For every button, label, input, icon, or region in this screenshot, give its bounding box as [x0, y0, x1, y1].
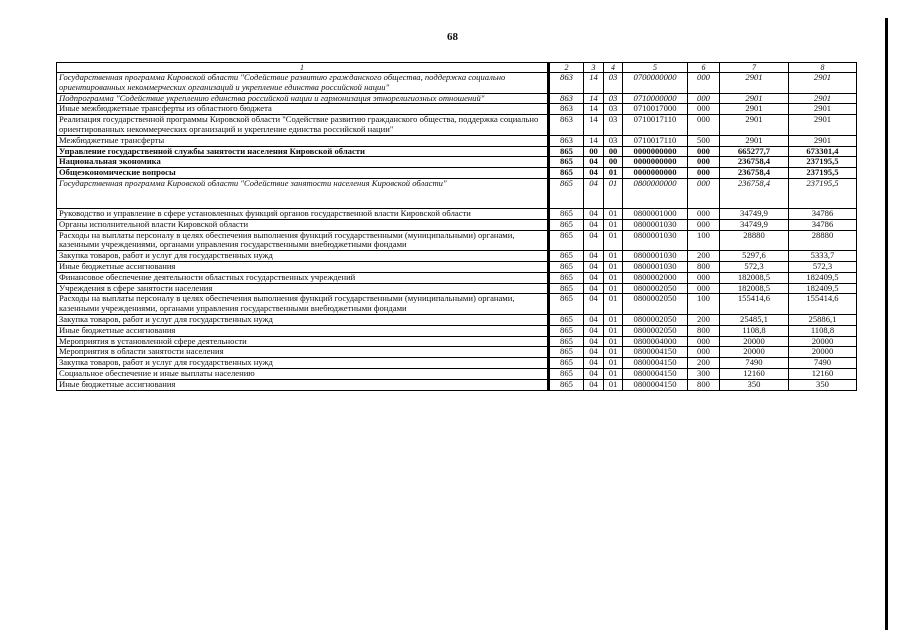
row-amount-year-2: 12160	[789, 368, 857, 379]
table-row	[57, 358, 857, 369]
row-name: Учреждения в сфере занятости населения	[57, 283, 549, 294]
row-target-article: 0710017000	[623, 104, 688, 115]
row-amount-year-1: 20000	[720, 336, 789, 347]
row-name: Межбюджетные трансферты	[57, 135, 549, 146]
row-target-article: 0800001030	[623, 230, 688, 251]
table-row	[57, 73, 857, 94]
row-section: 04	[584, 157, 604, 168]
row-target-article: 0800001030	[623, 261, 688, 272]
row-subsection: 01	[604, 230, 623, 251]
row-name: Закупка товаров, работ и услуг для государственных нужд	[57, 251, 549, 262]
row-subsection: 01	[604, 314, 623, 325]
row-ministry-code: 865	[549, 358, 584, 369]
row-amount-year-2: 237195,5	[789, 178, 857, 208]
row-target-article: 0800004000	[623, 336, 688, 347]
row-target-article: 0800002050	[623, 325, 688, 336]
row-amount-year-2: 350	[789, 379, 857, 390]
row-name: Национальная экономика	[57, 157, 549, 168]
row-amount-year-1: 2901	[720, 104, 789, 115]
header-col-1: 1	[57, 63, 549, 73]
row-amount-year-1: 182008,5	[720, 283, 789, 294]
row-expense-type: 200	[688, 251, 720, 262]
row-target-article: 0000000000	[623, 146, 688, 157]
row-amount-year-1: 2901	[720, 73, 789, 94]
row-ministry-code: 865	[549, 283, 584, 294]
row-target-article: 0800004150	[623, 358, 688, 369]
table-row	[57, 208, 857, 219]
row-subsection: 01	[604, 261, 623, 272]
row-ministry-code: 865	[549, 294, 584, 315]
row-target-article: 0000000000	[623, 157, 688, 168]
row-subsection: 03	[604, 73, 623, 94]
row-subsection: 01	[604, 347, 623, 358]
table-body	[57, 73, 857, 391]
row-amount-year-1: 350	[720, 379, 789, 390]
table-row	[57, 168, 857, 179]
row-subsection: 01	[604, 219, 623, 230]
row-name: Иные бюджетные ассигнования	[57, 379, 549, 390]
row-ministry-code: 863	[549, 135, 584, 146]
table-row	[57, 178, 857, 208]
header-col-4: 4	[604, 63, 623, 73]
table-row	[57, 294, 857, 315]
header-col-2: 2	[549, 63, 584, 73]
row-expense-type: 000	[688, 73, 720, 94]
row-ministry-code: 865	[549, 368, 584, 379]
row-expense-type: 000	[688, 157, 720, 168]
table-row	[57, 146, 857, 157]
row-section: 14	[584, 93, 604, 104]
row-amount-year-2: 7490	[789, 358, 857, 369]
row-section: 04	[584, 178, 604, 208]
row-ministry-code: 865	[549, 146, 584, 157]
row-amount-year-2: 20000	[789, 347, 857, 358]
row-section: 14	[584, 135, 604, 146]
row-expense-type: 000	[688, 115, 720, 136]
row-target-article: 0710000000	[623, 93, 688, 104]
row-section: 04	[584, 325, 604, 336]
row-expense-type: 800	[688, 261, 720, 272]
row-subsection: 01	[604, 208, 623, 219]
row-target-article: 0800002050	[623, 294, 688, 315]
row-section: 04	[584, 336, 604, 347]
row-amount-year-1: 20000	[720, 347, 789, 358]
header-col-8: 8	[789, 63, 857, 73]
row-amount-year-2: 25886,1	[789, 314, 857, 325]
row-expense-type: 000	[688, 272, 720, 283]
row-ministry-code: 865	[549, 336, 584, 347]
row-subsection: 03	[604, 135, 623, 146]
row-subsection: 00	[604, 157, 623, 168]
row-ministry-code: 865	[549, 208, 584, 219]
table-row	[57, 230, 857, 251]
row-target-article: 0800004150	[623, 368, 688, 379]
row-expense-type: 100	[688, 230, 720, 251]
row-ministry-code: 863	[549, 93, 584, 104]
row-amount-year-2: 2901	[789, 115, 857, 136]
row-expense-type: 800	[688, 379, 720, 390]
row-target-article: 0800002000	[623, 272, 688, 283]
row-target-article: 0800000000	[623, 178, 688, 208]
row-subsection: 01	[604, 336, 623, 347]
row-section: 04	[584, 168, 604, 179]
row-ministry-code: 865	[549, 251, 584, 262]
table-row	[57, 115, 857, 136]
row-amount-year-1: 25485,1	[720, 314, 789, 325]
table-row	[57, 219, 857, 230]
row-ministry-code: 863	[549, 115, 584, 136]
row-section: 04	[584, 347, 604, 358]
row-name: Подпрограмма "Содействие укреплению единства российской нации и гармонизация этнорелигиозных отношений"	[57, 93, 549, 104]
row-amount-year-1: 236758,4	[720, 168, 789, 179]
row-name: Управление государственной службы занятости населения Кировской области	[57, 146, 549, 157]
row-subsection: 01	[604, 294, 623, 315]
row-ministry-code: 865	[549, 178, 584, 208]
row-amount-year-1: 5297,6	[720, 251, 789, 262]
row-amount-year-1: 665277,7	[720, 146, 789, 157]
table-row	[57, 314, 857, 325]
row-amount-year-1: 7490	[720, 358, 789, 369]
row-target-article: 0800002050	[623, 314, 688, 325]
row-section: 14	[584, 104, 604, 115]
row-amount-year-1: 236758,4	[720, 157, 789, 168]
row-section: 04	[584, 230, 604, 251]
row-subsection: 01	[604, 178, 623, 208]
row-target-article: 0000000000	[623, 168, 688, 179]
table-header-row	[57, 63, 857, 73]
row-target-article: 0800002050	[623, 283, 688, 294]
row-amount-year-2: 5333,7	[789, 251, 857, 262]
row-amount-year-2: 2901	[789, 104, 857, 115]
row-ministry-code: 865	[549, 314, 584, 325]
row-amount-year-2: 237195,5	[789, 168, 857, 179]
row-amount-year-2: 20000	[789, 336, 857, 347]
row-expense-type: 000	[688, 208, 720, 219]
row-section: 04	[584, 368, 604, 379]
row-section: 04	[584, 208, 604, 219]
row-section: 04	[584, 251, 604, 262]
row-name: Государственная программа Кировской области "Содействие развитию гражданского общества, поддержка социально ориентированных некоммерческих организаций и укрепление единства российской нации"	[57, 73, 549, 94]
row-target-article: 0800001030	[623, 251, 688, 262]
row-subsection: 03	[604, 115, 623, 136]
row-ministry-code: 865	[549, 325, 584, 336]
table-row	[57, 283, 857, 294]
row-amount-year-2: 2901	[789, 73, 857, 94]
table-row	[57, 325, 857, 336]
row-subsection: 03	[604, 104, 623, 115]
table-row	[57, 104, 857, 115]
row-subsection: 01	[604, 251, 623, 262]
table-row	[57, 272, 857, 283]
row-amount-year-2: 28880	[789, 230, 857, 251]
row-expense-type: 000	[688, 336, 720, 347]
row-name: Социальное обеспечение и иные выплаты населению	[57, 368, 549, 379]
row-amount-year-1: 12160	[720, 368, 789, 379]
row-name: Мероприятия в области занятости населения	[57, 347, 549, 358]
row-subsection: 00	[604, 146, 623, 157]
row-target-article: 0800004150	[623, 347, 688, 358]
row-section: 04	[584, 283, 604, 294]
row-ministry-code: 865	[549, 261, 584, 272]
row-amount-year-1: 572,3	[720, 261, 789, 272]
row-target-article: 0710017110	[623, 135, 688, 146]
row-section: 04	[584, 219, 604, 230]
row-ministry-code: 865	[549, 272, 584, 283]
row-amount-year-1: 2901	[720, 115, 789, 136]
row-name: Реализация государственной программы Кировской области "Содействие развитию гражданского общества, поддержка социально ориентированных некоммерческих организаций и укрепление единства российской нации"	[57, 115, 549, 136]
row-amount-year-1: 2901	[720, 135, 789, 146]
row-amount-year-2: 182409,5	[789, 272, 857, 283]
row-expense-type: 000	[688, 283, 720, 294]
row-section: 04	[584, 272, 604, 283]
row-subsection: 01	[604, 272, 623, 283]
row-expense-type: 000	[688, 347, 720, 358]
row-amount-year-1: 34749,9	[720, 219, 789, 230]
row-ministry-code: 865	[549, 157, 584, 168]
row-target-article: 0710017110	[623, 115, 688, 136]
row-name: Расходы на выплаты персоналу в целях обеспечения выполнения функций государственными (муниципальными) органами, казенными учреждениями, органами управления государственными внебюджетными фондами	[57, 230, 549, 251]
row-ministry-code: 863	[549, 104, 584, 115]
row-amount-year-2: 155414,6	[789, 294, 857, 315]
row-subsection: 01	[604, 283, 623, 294]
table-row	[57, 261, 857, 272]
table-row	[57, 157, 857, 168]
row-name: Руководство и управление в сфере установленных функций органов государственной власти Кировской области	[57, 208, 549, 219]
row-subsection: 01	[604, 358, 623, 369]
table-row	[57, 251, 857, 262]
table-row	[57, 336, 857, 347]
row-name: Финансовое обеспечение деятельности областных государственных учреждений	[57, 272, 549, 283]
row-section: 04	[584, 358, 604, 369]
row-name: Иные бюджетные ассигнования	[57, 325, 549, 336]
table-row	[57, 368, 857, 379]
row-amount-year-2: 673301,4	[789, 146, 857, 157]
row-target-article: 0700000000	[623, 73, 688, 94]
row-expense-type: 200	[688, 358, 720, 369]
row-amount-year-2: 572,3	[789, 261, 857, 272]
header-col-3: 3	[584, 63, 604, 73]
row-amount-year-2: 1108,8	[789, 325, 857, 336]
row-amount-year-2: 237195,5	[789, 157, 857, 168]
row-expense-type: 300	[688, 368, 720, 379]
row-amount-year-1: 2901	[720, 93, 789, 104]
row-amount-year-2: 2901	[789, 93, 857, 104]
row-amount-year-2: 2901	[789, 135, 857, 146]
row-section: 04	[584, 379, 604, 390]
row-section: 14	[584, 115, 604, 136]
row-section: 04	[584, 261, 604, 272]
row-section: 04	[584, 314, 604, 325]
row-expense-type: 000	[688, 146, 720, 157]
row-amount-year-1: 1108,8	[720, 325, 789, 336]
budget-table	[56, 62, 857, 391]
row-expense-type: 100	[688, 294, 720, 315]
row-name: Закупка товаров, работ и услуг для государственных нужд	[57, 314, 549, 325]
row-name: Органы исполнительной власти Кировской области	[57, 219, 549, 230]
header-col-7: 7	[720, 63, 789, 73]
table-row	[57, 93, 857, 104]
row-subsection: 03	[604, 93, 623, 104]
row-amount-year-2: 182409,5	[789, 283, 857, 294]
row-subsection: 01	[604, 379, 623, 390]
row-expense-type: 000	[688, 219, 720, 230]
row-ministry-code: 865	[549, 347, 584, 358]
row-ministry-code: 863	[549, 73, 584, 94]
row-ministry-code: 865	[549, 219, 584, 230]
row-ministry-code: 865	[549, 168, 584, 179]
row-expense-type: 500	[688, 135, 720, 146]
row-amount-year-2: 34786	[789, 208, 857, 219]
row-amount-year-1: 28880	[720, 230, 789, 251]
row-section: 00	[584, 146, 604, 157]
row-expense-type: 000	[688, 104, 720, 115]
row-amount-year-1: 155414,6	[720, 294, 789, 315]
row-amount-year-2: 34786	[789, 219, 857, 230]
row-name: Расходы на выплаты персоналу в целях обеспечения выполнения функций государственными (муниципальными) органами, казенными учреждениями, органами управления государственными внебюджетными фондами	[57, 294, 549, 315]
row-name: Мероприятия в установленной сфере деятельности	[57, 336, 549, 347]
row-amount-year-1: 236758,4	[720, 178, 789, 208]
table-row	[57, 379, 857, 390]
header-col-6: 6	[688, 63, 720, 73]
row-expense-type: 200	[688, 314, 720, 325]
row-name: Государственная программа Кировской области "Содействие занятости населения Кировской области"	[57, 178, 549, 208]
header-col-5: 5	[623, 63, 688, 73]
table-row	[57, 347, 857, 358]
row-target-article: 0800001000	[623, 208, 688, 219]
row-expense-type: 000	[688, 178, 720, 208]
row-name: Общеэкономические вопросы	[57, 168, 549, 179]
row-section: 04	[584, 294, 604, 315]
row-section: 14	[584, 73, 604, 94]
row-expense-type: 000	[688, 168, 720, 179]
row-ministry-code: 865	[549, 230, 584, 251]
row-target-article: 0800004150	[623, 379, 688, 390]
binding-edge-line	[885, 18, 888, 630]
table-row	[57, 135, 857, 146]
row-target-article: 0800001030	[623, 219, 688, 230]
row-expense-type: 800	[688, 325, 720, 336]
page-number: 68	[447, 31, 458, 43]
row-ministry-code: 865	[549, 379, 584, 390]
row-name: Иные межбюджетные трансферты из областного бюджета	[57, 104, 549, 115]
row-subsection: 01	[604, 368, 623, 379]
row-amount-year-1: 182008,5	[720, 272, 789, 283]
row-subsection: 01	[604, 168, 623, 179]
row-name: Иные бюджетные ассигнования	[57, 261, 549, 272]
row-expense-type: 000	[688, 93, 720, 104]
row-subsection: 01	[604, 325, 623, 336]
row-name: Закупка товаров, работ и услуг для государственных нужд	[57, 358, 549, 369]
row-amount-year-1: 34749,9	[720, 208, 789, 219]
